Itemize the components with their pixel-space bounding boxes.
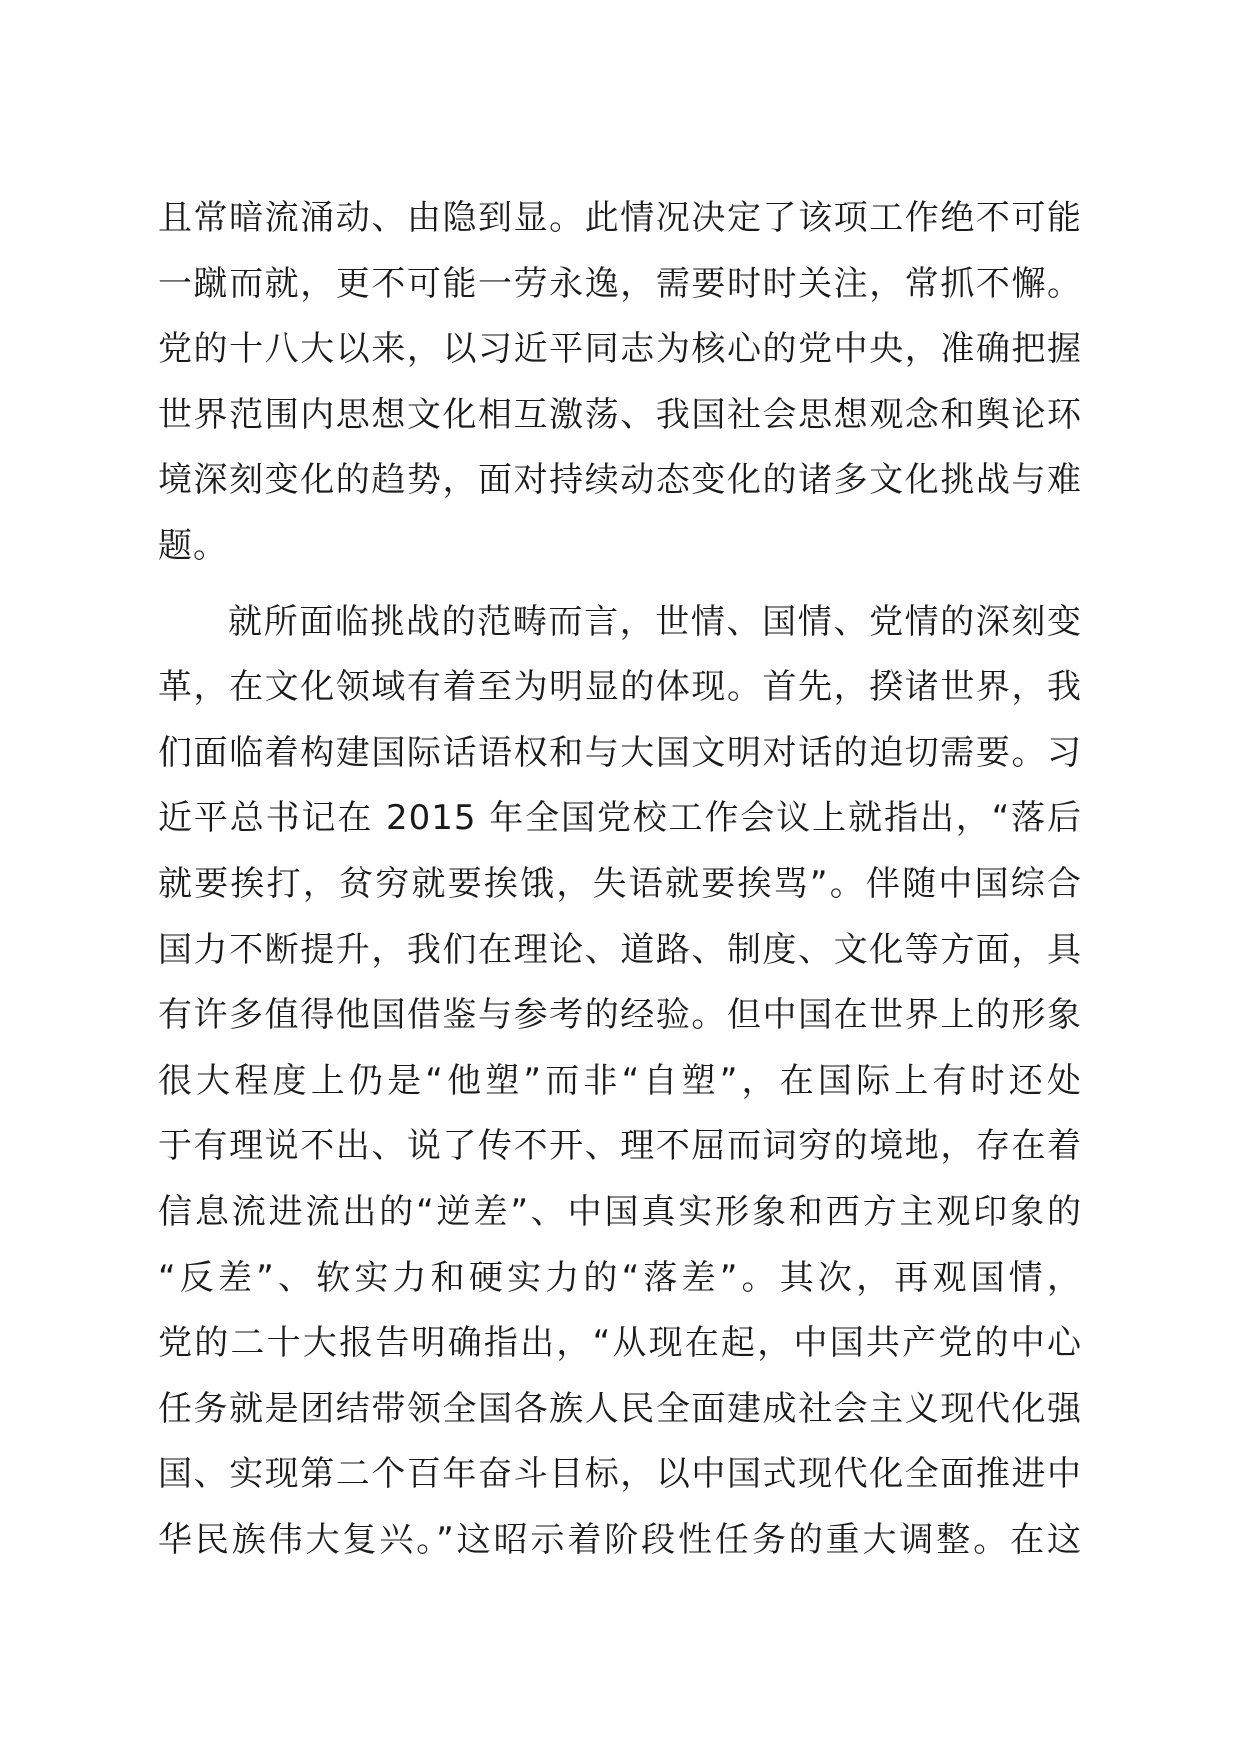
text-line: 国、实现第二个百年奋斗目标，以中国式现代化全面推进中 [158, 1454, 1082, 1495]
text-line: 党的十八大以来，以习近平同志为核心的党中央，准确把握 [158, 329, 1082, 370]
text-line: 信息流进流出的“逆差”、中国真实形象和西方主观印象的 [158, 1191, 1082, 1232]
text-line: 华民族伟大复兴。”这昭示着阶段性任务的重大调整。在这 [158, 1519, 1082, 1560]
text-line: 境深刻变化的趋势，面对持续动态变化的诸多文化挑战与难 [158, 460, 1082, 501]
text-line: 就要挨打，贫穷就要挨饿，失语就要挨骂”。伴随中国综合 [158, 863, 1082, 904]
text-line: “反差”、软实力和硬实力的“落差”。其次，再观国情， [158, 1257, 1082, 1298]
text-line: 一蹴而就，更不可能一劳永逸，需要时时关注，常抓不懈。 [158, 263, 1082, 304]
text-line: 且常暗流涌动、由隐到显。此情况决定了该项工作绝不可能 [158, 198, 1082, 238]
paragraph-1 [158, 186, 1082, 580]
text-line: 世界范围内思想文化相互激荡、我国社会思想观念和舆论环 [158, 394, 1082, 435]
text-line: 于有理说不出、说了传不开、理不屈而词穷的境地，存在着 [158, 1126, 1082, 1167]
text-line: 们面临着构建国际话语权和与大国文明对话的迫切需要。习 [158, 732, 1082, 773]
text-line: 任务就是团结带领全国各族人民全面建成社会主义现代化强 [158, 1388, 1082, 1429]
text-line: 有许多值得他国借鉴与参考的经验。但中国在世界上的形象 [158, 995, 1082, 1036]
paragraph-2 [158, 590, 1082, 1574]
text-line: 题。 [158, 525, 228, 566]
paragraph-gap [158, 580, 1082, 590]
document-page [158, 186, 1082, 1573]
text-line: 很大程度上仍是“他塑”而非“自塑”，在国际上有时还处 [158, 1060, 1082, 1101]
text-line: 革，在文化领域有着至为明显的体现。首先，揆诸世界，我 [158, 667, 1082, 708]
text-line: 就所面临挑战的范畴而言，世情、国情、党情的深刻变 [228, 601, 1082, 642]
text-line: 党的二十大报告明确指出，“从现在起，中国共产党的中心 [158, 1323, 1082, 1364]
text-line: 近平总书记在 2015 年全国党校工作会议上就指出，“落后 [158, 798, 1082, 839]
text-line: 国力不断提升，我们在理论、道路、制度、文化等方面，具 [158, 929, 1082, 970]
